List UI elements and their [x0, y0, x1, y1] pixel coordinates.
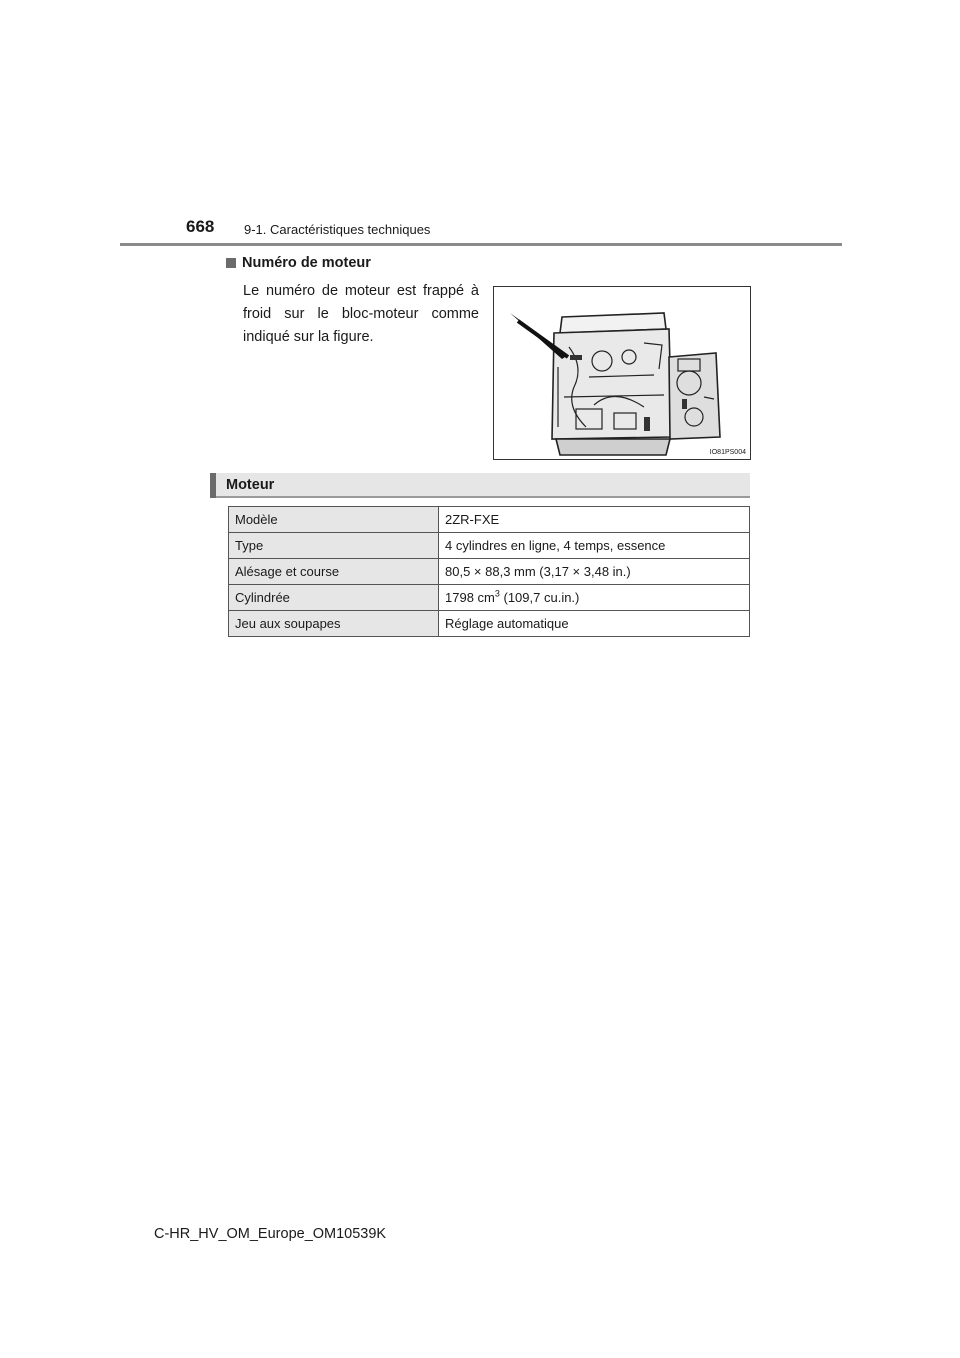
engine-number-description: Le numéro de moteur est frappé à froid sur le bloc-moteur comme indiqué sur la figure.	[243, 283, 479, 345]
spec-value: 2ZR-FXE	[439, 507, 750, 533]
bar-accent	[210, 473, 216, 498]
engine-figure	[493, 286, 751, 460]
spec-value: 80,5 × 88,3 mm (3,17 × 3,48 in.)	[439, 559, 750, 585]
engine-section-bar	[210, 473, 750, 498]
table-row	[229, 585, 750, 611]
spec-label: Type	[229, 533, 439, 559]
displacement-imperial: (109,7 cu.in.)	[499, 590, 580, 605]
footer-doc-id: C-HR_HV_OM_Europe_OM10539K	[154, 1226, 387, 1242]
section-title: 9-1. Caractéristiques techniques	[244, 222, 431, 237]
table-row	[229, 611, 750, 637]
spec-label: Cylindrée	[229, 585, 439, 611]
spec-label: Jeu aux soupapes	[229, 611, 439, 637]
spec-label: Modèle	[229, 507, 439, 533]
figure-code: IO81PS004	[709, 449, 746, 456]
table-row	[229, 533, 750, 559]
displacement-exponent: 3	[494, 588, 500, 599]
spec-value	[439, 585, 750, 611]
engine-section-title: Moteur	[226, 477, 275, 493]
engine-spec-table	[228, 506, 750, 637]
subheading-engine-number	[226, 255, 371, 271]
displacement-value: 1798 cm	[445, 590, 495, 605]
table-row	[229, 559, 750, 585]
page-number: 668	[186, 217, 215, 236]
spec-value: Réglage automatique	[439, 611, 750, 637]
engine-illustration	[494, 287, 750, 459]
spec-value: 4 cylindres en ligne, 4 temps, essence	[439, 533, 750, 559]
header-rule	[120, 243, 842, 246]
square-bullet-icon	[226, 258, 236, 268]
subheading-text: Numéro de moteur	[242, 255, 371, 271]
spec-label: Alésage et course	[229, 559, 439, 585]
table-row	[229, 507, 750, 533]
